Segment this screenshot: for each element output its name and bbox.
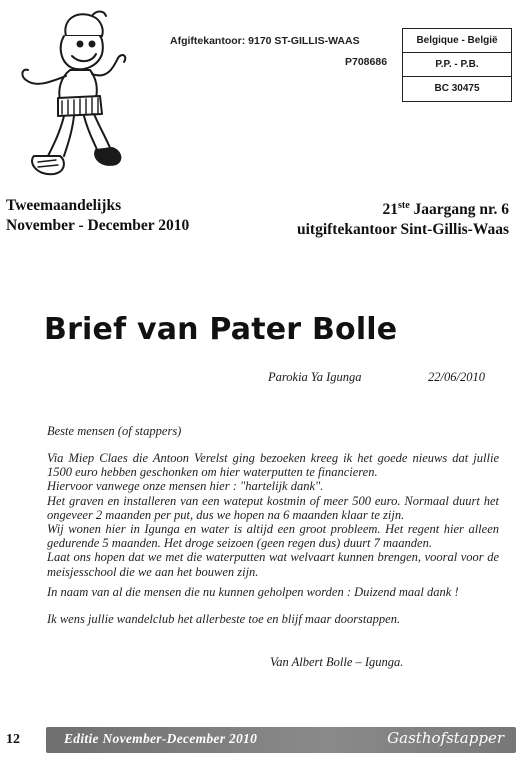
postal-code: P708686: [345, 56, 388, 68]
letter-paragraph: Laat ons hopen dat we met die waterputten wat welvaart kunnen brengen, vooral voor de meisjesschool die we aan het bouwen zijn.: [47, 550, 499, 579]
brand-logo: Gasthofstapper: [387, 729, 504, 747]
letter-signature: Van Albert Bolle – Igunga.: [270, 655, 404, 669]
frequency: Tweemaandelijks: [6, 197, 122, 214]
letter-closing: In naam van al die mensen die nu kunnen geholpen worden : Duizend maal dank !: [47, 585, 459, 599]
letter-greeting: Beste mensen (of stappers): [47, 424, 182, 438]
issue-office: uitgiftekantoor Sint-Gillis-Waas: [297, 221, 509, 238]
letter-body: [47, 451, 499, 579]
volume-suffix: ste: [398, 200, 410, 211]
letter-date: 22/06/2010: [428, 370, 485, 384]
stamp-paid: P.P. - P.B.: [403, 53, 511, 77]
letter-place: Parokia Ya Igunga: [268, 370, 362, 384]
article-title: Brief van Pater Bolle: [44, 312, 398, 347]
letter-wish: Ik wens jullie wandelclub het allerbeste toe en blijf maar doorstappen.: [47, 612, 401, 626]
letter-paragraph: Het graven en installeren van een wateput kostmin of meer 500 euro. Normaal duurt het ongeveer 2 maanden per put, dus we hopen na 6 maanden klaar te zijn.: [47, 493, 499, 522]
walking-mascot-illustration: [14, 6, 138, 186]
page-footer: [6, 725, 514, 755]
stamp-country: Belgique - België: [403, 29, 511, 53]
volume-text: Jaargang nr. 6: [409, 201, 509, 218]
period: November - December 2010: [6, 217, 190, 234]
letter-paragraph: Wij wonen hier in Igunga en water is altijd een groot probleem. Het regent hier alleen gedurende 5 maanden. Het droge seizoen (geen regen dus) duurt 7 maanden.: [47, 522, 499, 551]
issue-info-left: [6, 196, 189, 236]
letter-paragraph: Hiervoor vanwege onze mensen hier : "hartelijk dank".: [47, 479, 324, 494]
issue-info-right: [297, 196, 509, 240]
edition-label: Editie November-December 2010: [64, 731, 258, 746]
volume-line: [297, 196, 509, 220]
footer-banner: [46, 727, 516, 753]
volume-number: 21: [382, 201, 398, 218]
stamp-code: BC 30475: [434, 83, 480, 94]
letter-paragraph: Via Miep Claes die Antoon Verelst ging bezoeken kreeg ik het goede nieuws dat jullie 1500 euro hebben geschonken om hier waterputten te financieren.: [47, 451, 499, 480]
postal-office: Afgiftekantoor: 9170 ST-GILLIS-WAAS: [170, 35, 360, 47]
postage-stamp-box: [402, 28, 512, 102]
page-number: 12: [6, 732, 20, 747]
